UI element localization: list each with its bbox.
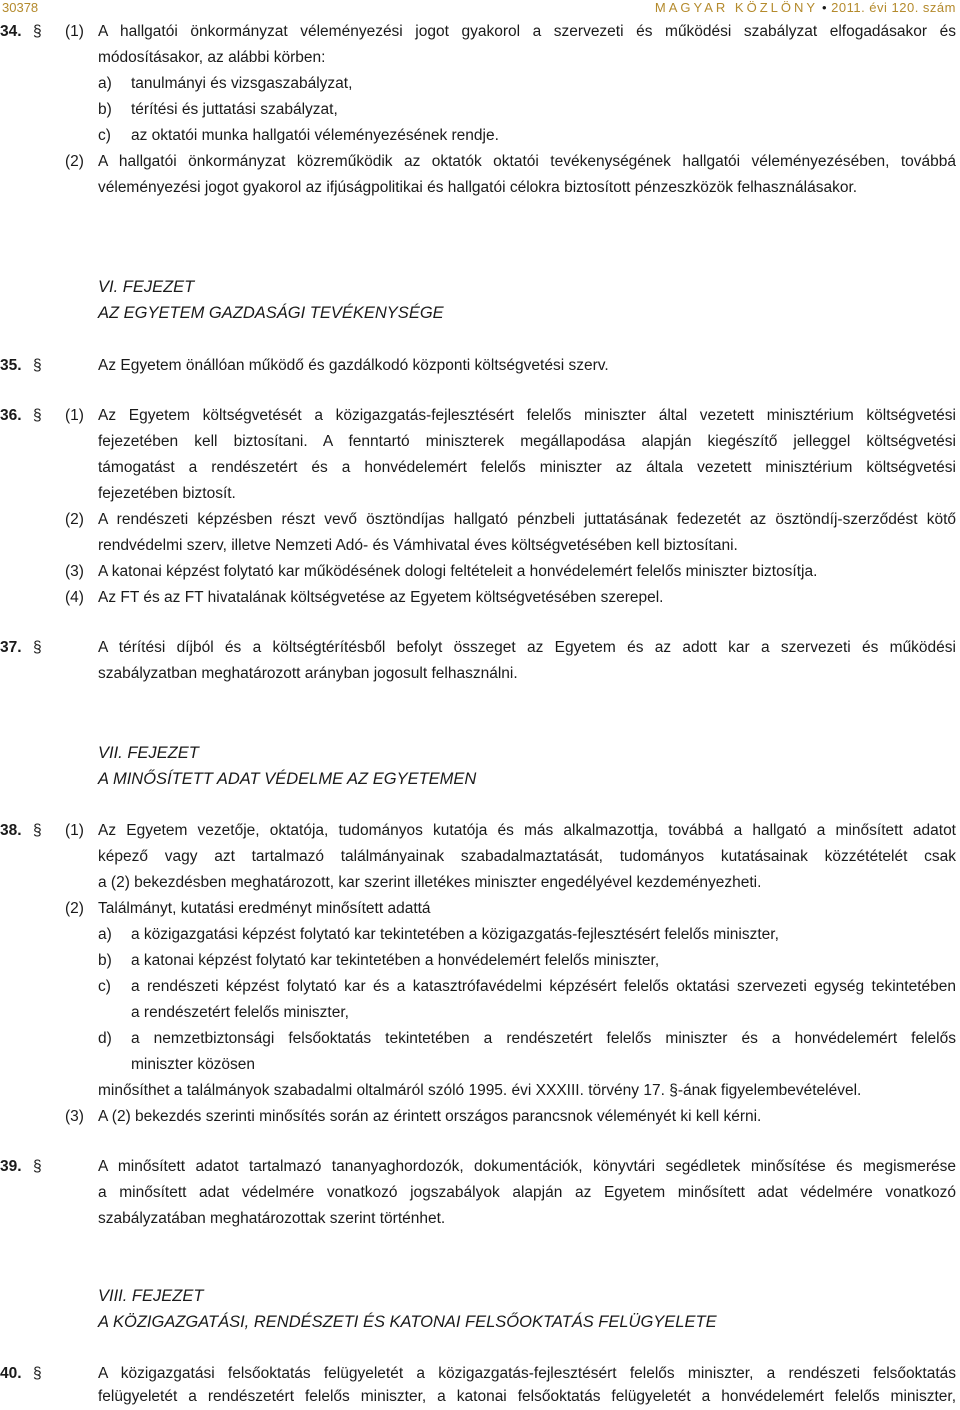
paragraph-text: A (2) bekezdés szerinti minősítés során az érintett országos parancsnok véleményét ki kell kérni. (98, 1108, 762, 1125)
chapter-number: VI. FEJEZET (98, 278, 195, 296)
chapter-title: A KÖZIGAZGATÁSI, RENDÉSZETI ÉS KATONAI FELSŐOKTATÁS FELÜGYELETE (98, 1313, 717, 1331)
paragraph-number: (4) (65, 589, 84, 606)
list-marker: d) (98, 1030, 112, 1047)
section-number: 38. (0, 822, 22, 839)
paragraph-number: (2) (65, 153, 84, 170)
section-number: 35. (0, 357, 22, 374)
paragraph-text: minősíthet a találmányok szabadalmi oltalmáról szóló 1995. évi XXXIII. törvény 17. §-ának figyelembevételével. (98, 1082, 862, 1099)
list-marker: c) (98, 127, 111, 144)
paragraph-text: képező vagy azt tartalmazó találmányainak szabadalmaztatását, tudományos kutatásainak közzétételét csak (98, 848, 956, 865)
list-item: térítési és juttatási szabályzat, (131, 101, 338, 118)
paragraph-text: A térítési díjból és a költségtérítésből befolyt összeget az Egyetem és az adott kar a szervezeti és működési (98, 639, 956, 656)
page-number: 30378 (2, 0, 39, 15)
section-mark: § (33, 357, 42, 374)
issue-label: 2011. évi 120. szám (831, 0, 956, 15)
list-item: tanulmányi és vizsgaszabályzat, (131, 75, 353, 92)
section-mark: § (33, 639, 42, 656)
paragraph-text: véleményezési jogot gyakorol az ifjúságpolitikai és hallgatói célokra biztosított pénzeszközök felhasználásakor. (98, 179, 858, 196)
paragraph-text: felügyeletét a rendészetért felelős miniszter, a katonai felsőoktatás felügyeletét a honvédelemért felelős miniszter, (98, 1388, 956, 1405)
section-number: 40. (0, 1365, 22, 1382)
paragraph-text: A minősített adatot tartalmazó tananyaghordozók, dokumentációk, könyvtári segédletek minősítése és megismerése (98, 1158, 956, 1175)
paragraph-text: Találmányt, kutatási eredményt minősített adattá (98, 900, 431, 917)
list-marker: b) (98, 101, 112, 118)
bullet-icon: • (822, 0, 828, 15)
paragraph-text: szabályzatban meghatározott arányban jogosult felhasználni. (98, 665, 518, 682)
list-marker: b) (98, 952, 112, 969)
section-mark: § (33, 407, 42, 424)
paragraph-number: (2) (65, 900, 84, 917)
list-item: a rendészetért felelős miniszter, (131, 1004, 349, 1021)
paragraph-number: (1) (65, 407, 84, 424)
list-item: az oktatói munka hallgatói véleményezésének rendje. (131, 127, 499, 144)
paragraph-text: Az Egyetem önállóan működő és gazdálkodó központi költségvetési szerv. (98, 357, 609, 374)
paragraph-text: A hallgatói önkormányzat közreműködik az oktatók oktatói tevékenységének hallgatói véleményezésében, továbbá (98, 153, 956, 170)
journal-name: MAGYAR KÖZLÖNY (654, 0, 819, 15)
section-mark: § (33, 1365, 42, 1382)
paragraph-text: A közigazgatási felsőoktatás felügyeletét a közigazgatás-fejlesztésért felelős miniszter, a rendészeti felsőoktatás (98, 1365, 956, 1382)
paragraph-text: Az Egyetem költségvetését a közigazgatás-fejlesztésért felelős miniszter által vezetett minisztérium költségvetési (98, 407, 956, 424)
chapter-title: AZ EGYETEM GAZDASÁGI TEVÉKENYSÉGE (98, 304, 444, 322)
list-item: a közigazgatási képzést folytató kar tekintetében a közigazgatás-fejlesztésért felelős miniszter, (131, 926, 779, 943)
list-item: a katonai képzést folytató kar tekintetében a honvédelemért felelős miniszter, (131, 952, 660, 969)
section-mark: § (33, 822, 42, 839)
paragraph-number: (1) (65, 23, 84, 40)
paragraph-text: A hallgatói önkormányzat véleményezési jogot gyakorol a szervezeti és működési szabályzat elfogadásakor és (98, 23, 956, 40)
paragraph-text: fejezetében biztosít. (98, 485, 236, 502)
paragraph-text: Az FT és az FT hivatalának költségvetése az Egyetem költségvetésében szerepel. (98, 589, 664, 606)
paragraph-text: Az Egyetem vezetője, oktatója, tudományos kutatója és más alkalmazottja, továbbá a hallgató a minősített adatot (98, 822, 956, 839)
paragraph-text: a (2) bekezdésben meghatározott, kar szerint illetékes miniszter engedélyével kezdeményezheti. (98, 874, 762, 891)
chapter-number: VII. FEJEZET (98, 744, 199, 762)
list-item: miniszter közösen (131, 1056, 256, 1073)
paragraph-text: a minősített adat védelmére vonatkozó jogszabályok alapján az Egyetem minősített adat védelmére vonatkozó (98, 1184, 956, 1201)
paragraph-text: szabályzatában meghatározottak szerint történhet. (98, 1210, 446, 1227)
paragraph-text: fejezetében kell biztosítani. A fenntartó miniszterek megállapodása alapján kiegészítő jelleggel költségvetési (98, 433, 956, 450)
list-item: a rendészeti képzést folytató kar és a katasztrófavédelmi képzésért felelős oktatási szervezeti egység tekintetében (131, 978, 956, 995)
section-number: 36. (0, 407, 22, 424)
section-number: 39. (0, 1158, 22, 1175)
list-item: a nemzetbiztonsági felsőoktatás tekintetében a rendészetért felelős miniszter és a honvédelemért felelős (131, 1030, 956, 1047)
chapter-number: VIII. FEJEZET (98, 1287, 204, 1305)
paragraph-text: A rendészeti képzésben részt vevő ösztöndíjas hallgató pénzbeli juttatásának fedezetét az ösztöndíj-szerződést kötő (98, 511, 956, 528)
list-marker: a) (98, 926, 112, 943)
paragraph-number: (2) (65, 511, 84, 528)
paragraph-text: módosításakor, az alábbi körben: (98, 49, 326, 66)
section-number: 34. (0, 23, 22, 40)
section-mark: § (33, 1158, 42, 1175)
section-number: 37. (0, 639, 22, 656)
paragraph-number: (1) (65, 822, 84, 839)
list-marker: a) (98, 75, 112, 92)
paragraph-text: támogatást a rendészetért és a honvédelemért felelős miniszter az általa vezetett minisztérium költségvetési (98, 459, 956, 476)
section-mark: § (33, 23, 42, 40)
journal-title (655, 0, 956, 15)
paragraph-text: rendvédelmi szerv, illetve Nemzeti Adó- és Vámhivatal éves költségvetésében kell biztosítani. (98, 537, 738, 554)
paragraph-number: (3) (65, 1108, 84, 1125)
chapter-title: A MINŐSÍTETT ADAT VÉDELME AZ EGYETEMEN (98, 770, 477, 788)
list-marker: c) (98, 978, 111, 995)
paragraph-number: (3) (65, 563, 84, 580)
paragraph-text: A katonai képzést folytató kar működésének dologi feltételeit a honvédelemért felelős miniszter biztosítja. (98, 563, 818, 580)
